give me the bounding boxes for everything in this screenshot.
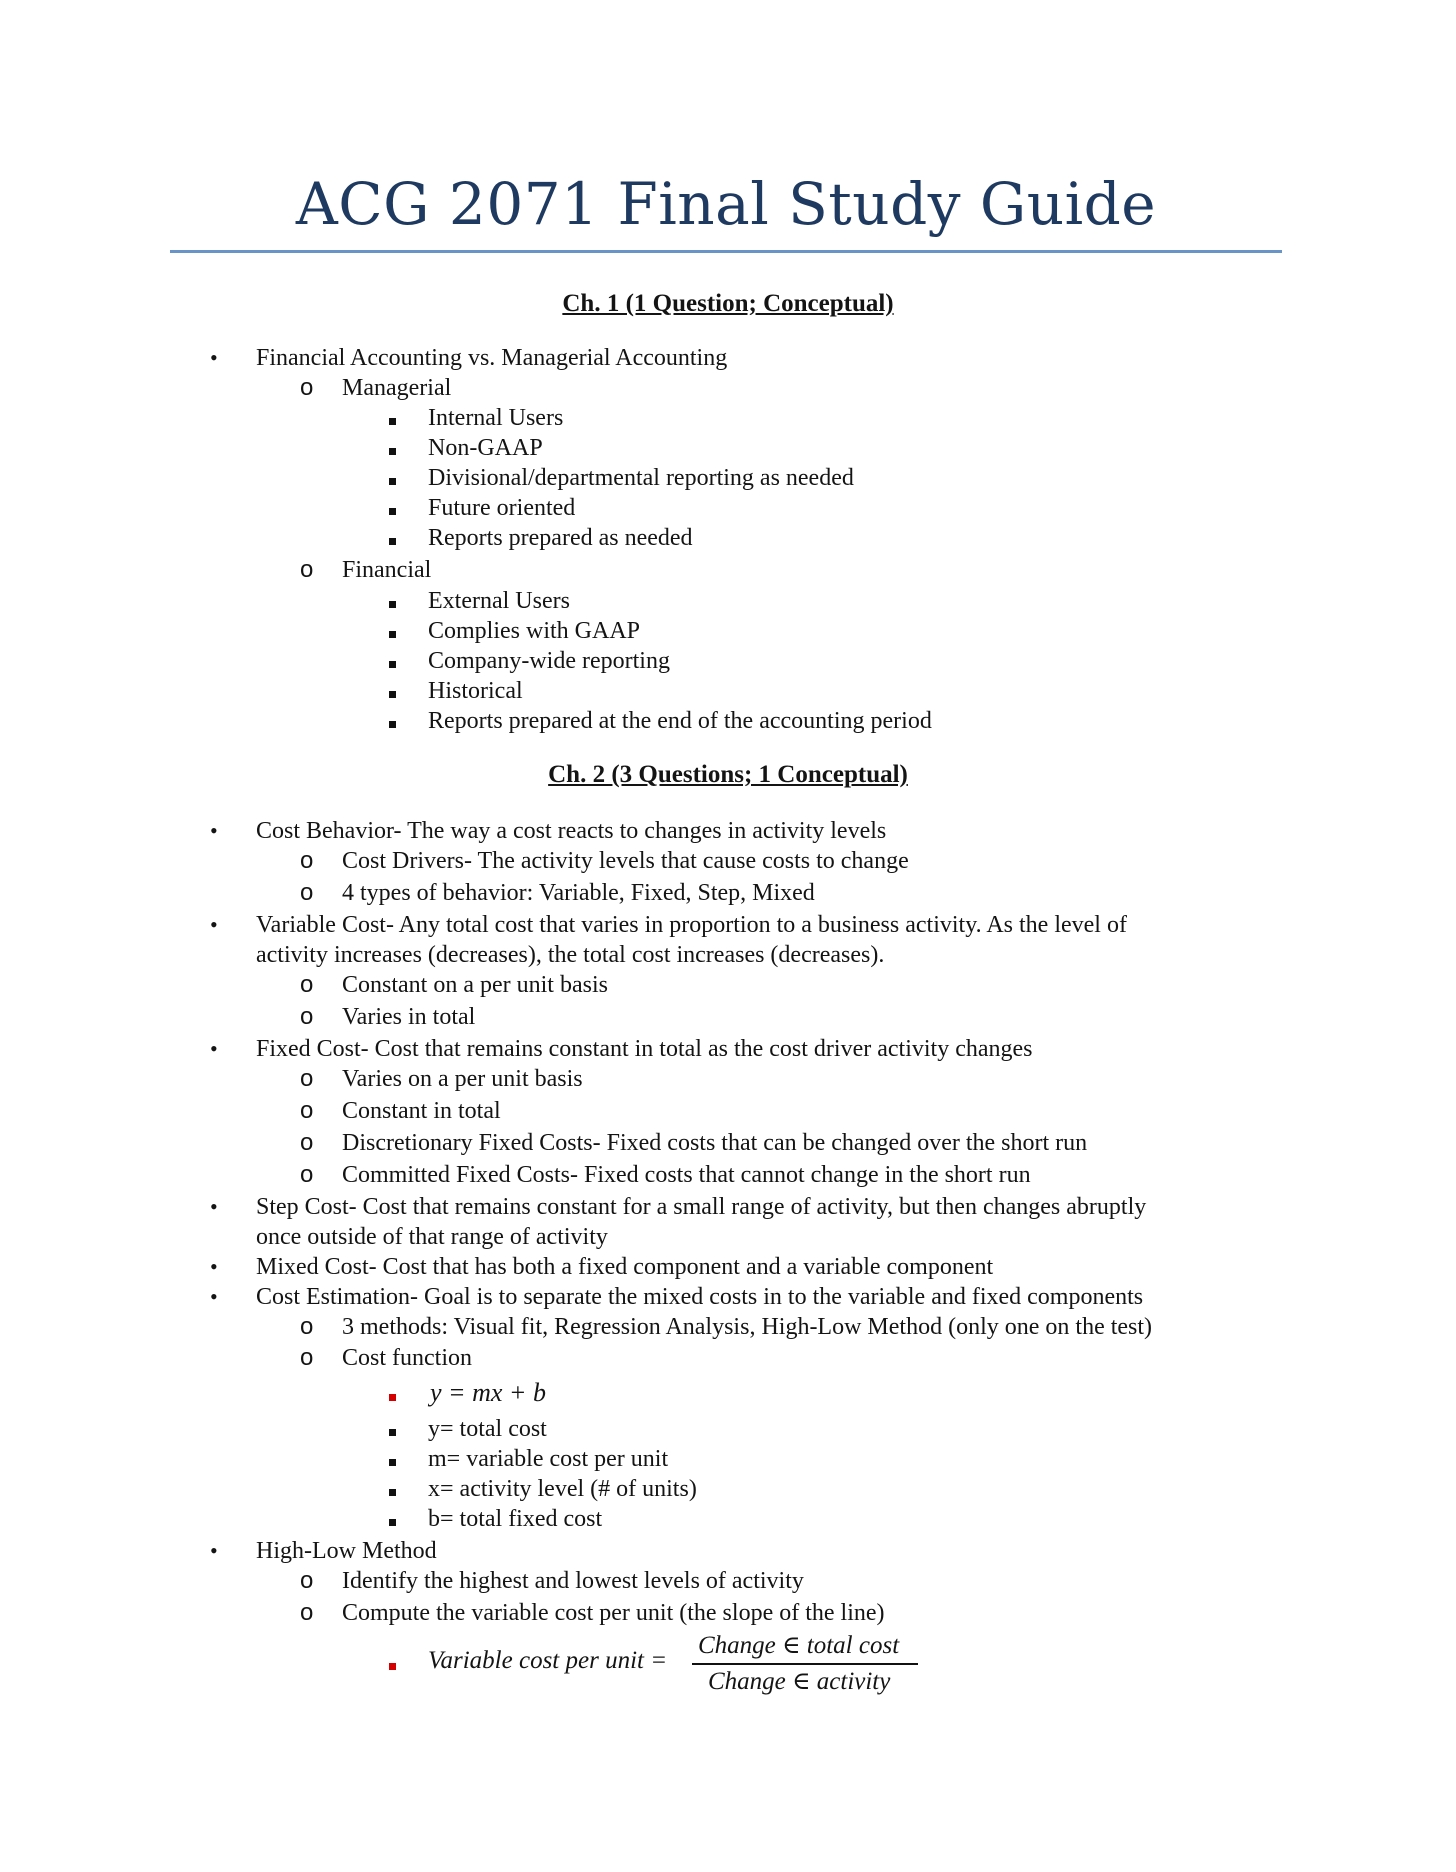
bullet-square — [389, 616, 396, 646]
list-item: Constant in total — [342, 1098, 501, 1124]
bullet-square — [389, 523, 396, 553]
list-item: External Users — [428, 588, 570, 614]
bullet-circle: o — [300, 1097, 314, 1124]
bullet-square — [389, 586, 396, 616]
bullet-circle: o — [300, 1344, 314, 1371]
list-item: Variable Cost- Any total cost that varies in proportion to a business activity. As the level of — [256, 912, 1127, 938]
bullet-dot: • — [210, 1284, 218, 1309]
bullet-square — [389, 433, 396, 463]
bullet-circle: o — [300, 971, 314, 998]
list-item: m= variable cost per unit — [428, 1446, 669, 1472]
list-item: Mixed Cost- Cost that has both a fixed component and a variable component — [256, 1254, 994, 1280]
list-item: Identify the highest and lowest levels of activity — [342, 1568, 804, 1594]
list-item: y= total cost — [428, 1416, 547, 1442]
list-item: Cost Estimation- Goal is to separate the mixed costs in to the variable and fixed components — [256, 1284, 1144, 1310]
list-item: Complies with GAAP — [428, 618, 641, 644]
bullet-square — [389, 463, 396, 493]
bullet-dot: • — [210, 1538, 218, 1563]
bullet-dot: • — [210, 1036, 218, 1061]
list-item: Committed Fixed Costs- Fixed costs that cannot change in the short run — [342, 1162, 1031, 1188]
list-item: Discretionary Fixed Costs- Fixed costs that can be changed over the short run — [342, 1130, 1088, 1156]
list-item: Step Cost- Cost that remains constant for a small range of activity, but then changes abruptly — [256, 1194, 1147, 1220]
list-item: Cost Behavior- The way a cost reacts to changes in activity levels — [256, 818, 887, 844]
list-item: b= total fixed cost — [428, 1506, 603, 1532]
list-item: Varies on a per unit basis — [342, 1066, 583, 1092]
list-item-continued: once outside of that range of activity — [256, 1224, 608, 1250]
formula-lhs: Variable cost per unit = — [428, 1647, 668, 1674]
title-underline — [170, 250, 1282, 253]
list-item: Historical — [428, 678, 523, 704]
list-item: High-Low Method — [256, 1538, 437, 1564]
list-item: Reports prepared as needed — [428, 525, 693, 551]
bullet-square-red — [389, 1648, 396, 1678]
bullet-dot: • — [210, 1194, 218, 1219]
bullet-square — [389, 1504, 396, 1534]
bullet-square — [389, 403, 396, 433]
bullet-square — [389, 646, 396, 676]
list-item: Constant on a per unit basis — [342, 972, 608, 998]
equation-line: y = mx + b — [430, 1378, 546, 1407]
formula-denominator: Change ∈ activity — [708, 1668, 891, 1695]
list-item: Non-GAAP — [428, 435, 543, 461]
bullet-square-red — [389, 1379, 396, 1409]
bullet-circle: o — [300, 1313, 314, 1340]
bullet-square — [389, 1414, 396, 1444]
bullet-dot: • — [210, 1254, 218, 1279]
list-item: Financial — [342, 557, 432, 583]
list-item: Cost Drivers- The activity levels that cause costs to change — [342, 848, 909, 874]
list-item: Internal Users — [428, 405, 564, 431]
bullet-square — [389, 1444, 396, 1474]
bullet-circle: o — [300, 556, 314, 583]
bullet-circle: o — [300, 1129, 314, 1156]
list-item: Financial Accounting vs. Managerial Accounting — [256, 345, 728, 371]
list-item: Future oriented — [428, 495, 576, 521]
list-item: Varies in total — [342, 1004, 476, 1030]
bullet-circle: o — [300, 1065, 314, 1092]
list-item: Reports prepared at the end of the accounting period — [428, 708, 932, 734]
bullet-circle: o — [300, 1599, 314, 1626]
bullet-square — [389, 1474, 396, 1504]
ch1-heading: Ch. 1 (1 Question; Conceptual) — [562, 290, 894, 317]
bullet-square — [389, 676, 396, 706]
bullet-square — [389, 493, 396, 523]
bullet-square — [389, 706, 396, 736]
bullet-circle: o — [300, 1003, 314, 1030]
bullet-dot: • — [210, 912, 218, 937]
bullet-circle: o — [300, 879, 314, 906]
list-item: x= activity level (# of units) — [428, 1476, 697, 1502]
list-item: 3 methods: Visual fit, Regression Analysis, High-Low Method (only one on the test) — [342, 1314, 1153, 1340]
bullet-circle: o — [300, 1567, 314, 1594]
list-item: Compute the variable cost per unit (the slope of the line) — [342, 1600, 885, 1626]
bullet-circle: o — [300, 1161, 314, 1188]
formula-numerator: Change ∈ total cost — [698, 1632, 900, 1659]
document-title: ACG 2071 Final Study Guide — [295, 170, 1157, 238]
list-item: Managerial — [342, 375, 452, 401]
list-item: Fixed Cost- Cost that remains constant in total as the cost driver activity changes — [256, 1036, 1033, 1062]
list-item-continued: activity increases (decreases), the total cost increases (decreases). — [256, 942, 885, 968]
ch2-heading: Ch. 2 (3 Questions; 1 Conceptual) — [548, 761, 908, 788]
high-low-formula — [428, 1630, 928, 1702]
list-item: Company-wide reporting — [428, 648, 670, 674]
fraction-bar — [692, 1663, 918, 1665]
bullet-dot: • — [210, 345, 218, 370]
list-item: 4 types of behavior: Variable, Fixed, Step, Mixed — [342, 880, 815, 906]
bullet-circle: o — [300, 847, 314, 874]
list-item: Divisional/departmental reporting as needed — [428, 465, 854, 491]
bullet-circle: o — [300, 374, 314, 401]
list-item: Cost function — [342, 1345, 472, 1371]
bullet-dot: • — [210, 818, 218, 843]
